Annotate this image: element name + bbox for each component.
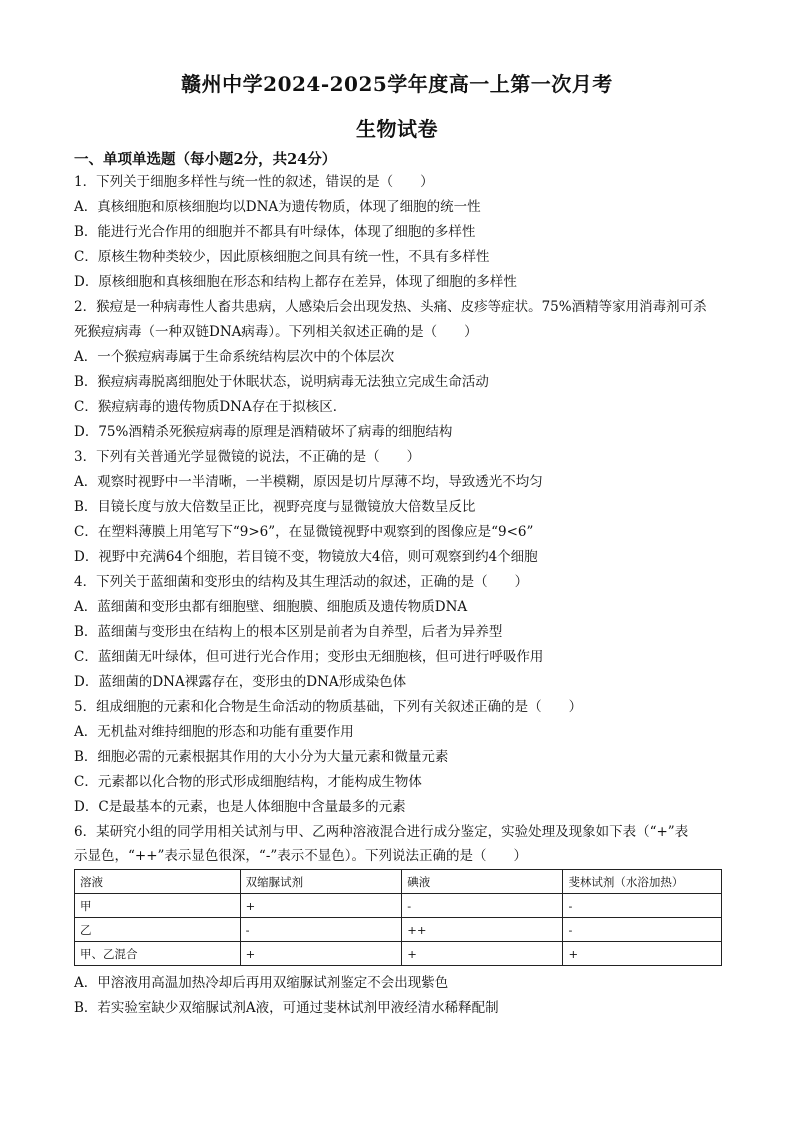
table-cell: - (563, 894, 722, 918)
q1-option-b: B．能进行光合作用的细胞并不都具有叶绿体，体现了细胞的多样性 (74, 224, 476, 240)
table-row (75, 942, 722, 966)
q1-option-c: C．原核生物种类较少，因此原核细胞之间具有统一性，不具有多样性 (74, 249, 490, 265)
q5-option-b: B．细胞必需的元素根据其作用的大小分为大量元素和微量元素 (74, 749, 449, 765)
table-cell: - (402, 894, 563, 918)
q5-option-d: D．C是最基本的元素，也是人体细胞中含量最多的元素 (74, 799, 406, 815)
q4-option-d: D．蓝细菌的DNA裸露存在，变形虫的DNA形成染色体 (74, 674, 407, 690)
q1-option-d: D．原核细胞和真核细胞在形态和结构上都存在差异，体现了细胞的多样性 (74, 274, 517, 290)
q3-option-d: D．视野中充满64个细胞，若目镜不变，物镜放大4倍，则可观察到约4个细胞 (74, 549, 538, 565)
table-header-cell: 双缩脲试剂 (240, 870, 402, 894)
question-5: 5．组成细胞的元素和化合物是生命活动的物质基础，下列有关叙述正确的是（ ） (74, 699, 583, 715)
exam-subtitle: 生物试卷 (356, 117, 438, 141)
q4-option-c: C．蓝细菌无叶绿体，但可进行光合作用；变形虫无细胞核，但可进行呼吸作用 (74, 649, 544, 665)
exam-title: 赣州中学2024-2025学年度高一上第一次月考 (181, 72, 613, 96)
table-cell: + (402, 942, 563, 966)
table-cell: 甲 (75, 894, 241, 918)
q2-option-a: A．一个猴痘病毒属于生命系统结构层次中的个体层次 (74, 349, 395, 365)
table-header-cell: 溶液 (75, 870, 241, 894)
table-cell: + (240, 894, 402, 918)
question-1: 1．下列关于细胞多样性与统一性的叙述，错误的是（ ） (74, 174, 434, 190)
q6-option-b: B．若实验室缺少双缩脲试剂A液，可通过斐林试剂甲液经清水稀释配制 (74, 1000, 499, 1016)
table-cell: 乙 (75, 918, 241, 942)
q2-option-c: C．猴痘病毒的遗传物质DNA存在于拟核区． (74, 399, 347, 415)
table-row (75, 918, 722, 942)
q3-option-c: C．在塑料薄膜上用笔写下“9>6”，在显微镜视野中观察到的图像应是“9<6” (74, 524, 534, 540)
table-row (75, 894, 722, 918)
table-cell: 甲、乙混合 (75, 942, 241, 966)
q2-option-b: B．猴痘病毒脱离细胞处于休眠状态，说明病毒无法独立完成生命活动 (74, 374, 489, 390)
question-2-line-2: 死猴痘病毒（一种双链DNA病毒）。下列相关叙述正确的是（ ） (74, 324, 478, 340)
q4-option-a: A．蓝细菌和变形虫都有细胞壁、细胞膜、细胞质及遗传物质DNA (74, 599, 468, 615)
q2-option-d: D．75%酒精杀死猴痘病毒的原理是酒精破坏了病毒的细胞结构 (74, 424, 453, 440)
question-6-line-2: 示显色，“++”表示显色很深，“-”表示不显色）。下列说法正确的是（ ） (74, 848, 528, 864)
table-cell: + (563, 942, 722, 966)
question-2-line-1: 2．猴痘是一种病毒性人畜共患病，人感染后会出现发热、头痛、皮疹等症状。75%酒精等家用消毒剂可杀 (74, 299, 707, 315)
q5-option-a: A．无机盐对维持细胞的形态和功能有重要作用 (74, 724, 354, 740)
section-heading: 一、单项单选题（每小题2分，共24分） (74, 151, 337, 168)
table-header-row (75, 870, 722, 894)
reagent-results-table (74, 869, 722, 966)
table-header-cell: 碘液 (402, 870, 563, 894)
q5-option-c: C．元素都以化合物的形式形成细胞结构，才能构成生物体 (74, 774, 422, 790)
question-4: 4．下列关于蓝细菌和变形虫的结构及其生理活动的叙述，正确的是（ ） (74, 574, 529, 590)
table-cell: + (240, 942, 402, 966)
question-6-line-1: 6．某研究小组的同学用相关试剂与甲、乙两种溶液混合进行成分鉴定，实验处理及现象如下表（“+”表 (74, 824, 689, 840)
table-cell: ++ (402, 918, 563, 942)
table-cell: - (563, 918, 722, 942)
q3-option-b: B．目镜长度与放大倍数呈正比，视野亮度与显微镜放大倍数呈反比 (74, 499, 476, 515)
q6-option-a: A．甲溶液用高温加热冷却后再用双缩脲试剂鉴定不会出现紫色 (74, 975, 449, 991)
table-cell: - (240, 918, 402, 942)
q3-option-a: A．观察时视野中一半清晰，一半模糊，原因是切片厚薄不均，导致透光不均匀 (74, 474, 543, 490)
q4-option-b: B．蓝细菌与变形虫在结构上的根本区别是前者为自养型，后者为异养型 (74, 624, 503, 640)
question-3: 3．下列有关普通光学显微镜的说法，不正确的是（ ） (74, 449, 421, 465)
q1-option-a: A．真核细胞和原核细胞均以DNA为遗传物质，体现了细胞的统一性 (74, 199, 481, 215)
table-header-cell: 斐林试剂（水浴加热） (563, 870, 722, 894)
